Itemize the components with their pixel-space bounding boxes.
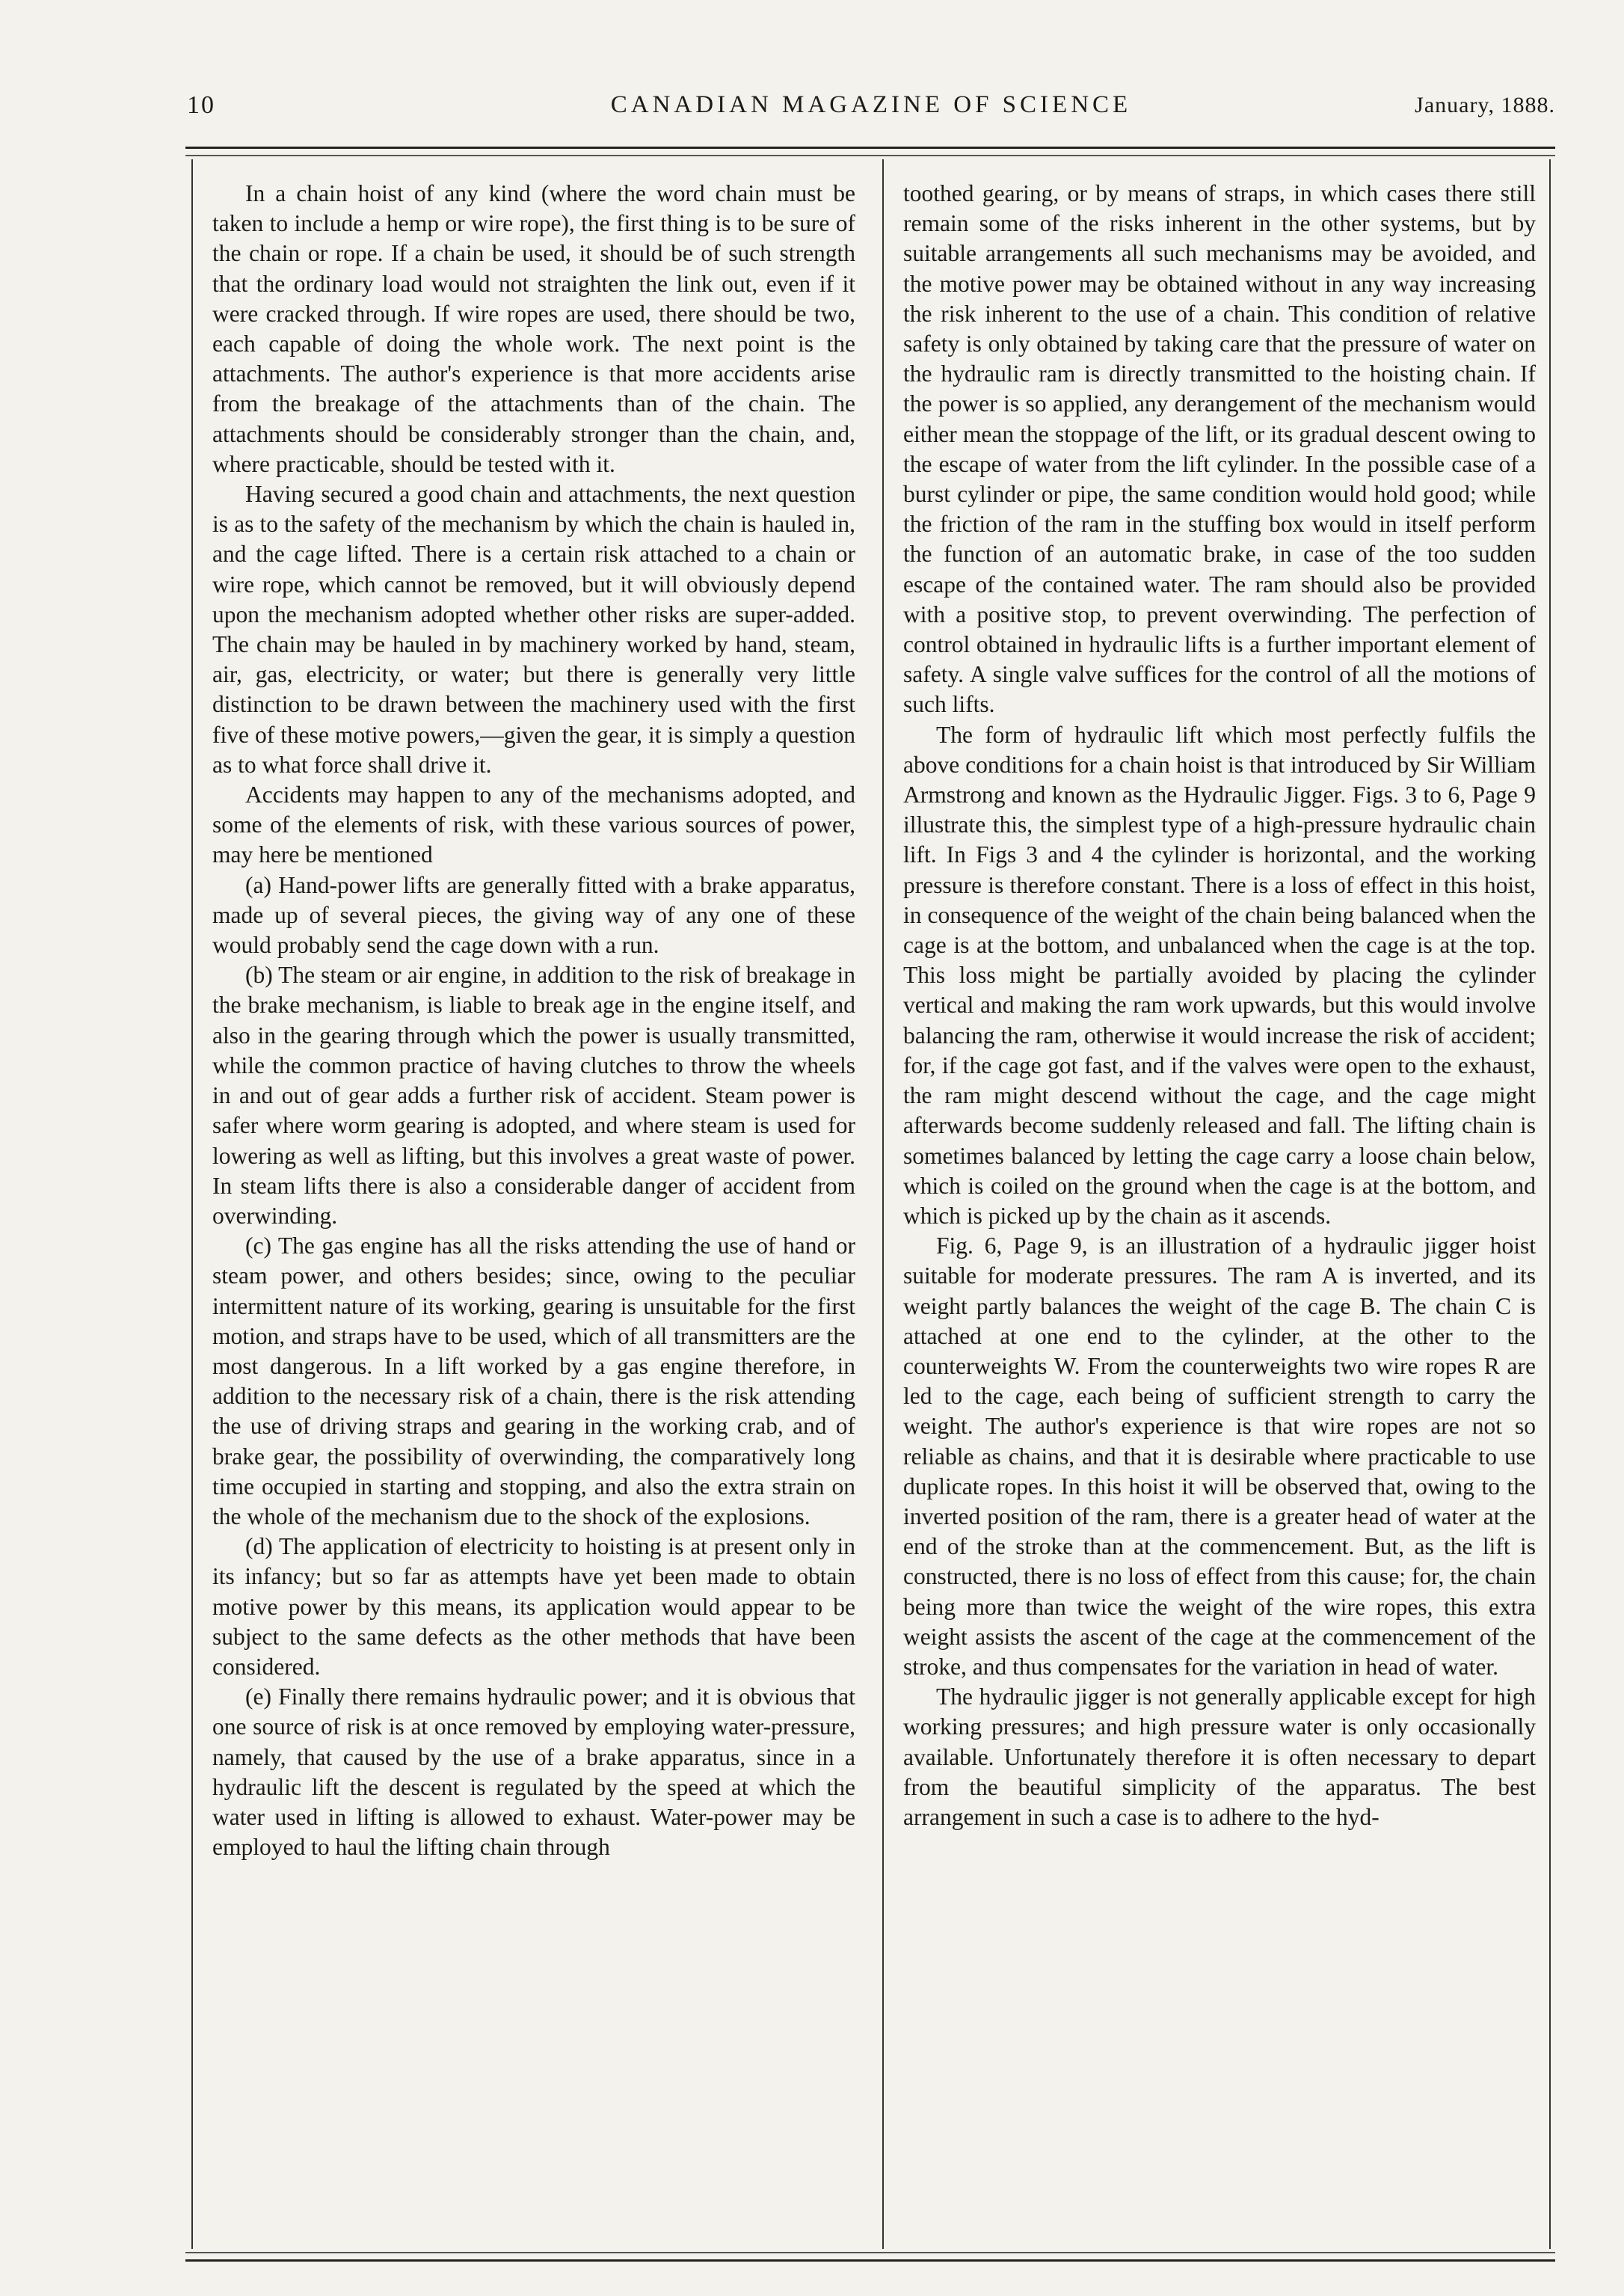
bottom-rule — [185, 2252, 1555, 2253]
paragraph: The form of hydraulic lift which most perfectly fulfils the above conditions for a chain hoist is that introduced by Sir William Armstrong and known as the Hydraulic Jigger. Figs. 3 to 6, Page 9 illustrate this, the simplest type of a high-pressure hydraulic chain lift. In Figs 3 and 4 the cylinder is horizontal, and the working pressure is therefore constant. There is a loss of effect in this hoist, in consequence of the weight of the chain being balanced when the cage is at the bottom, and unbalanced when the cage is at the top. This loss might be partially avoided by placing the cylinder vertical and making the ram work upwards, but this would involve balancing the ram, otherwise it would increase the risk of accident; for, if the cage got fast, and if the valves were open to the exhaust, the ram might descend without the cage, and the cage might afterwards become suddenly released and fall. The lifting chain is sometimes balanced by letting the cage carry a loose chain below, which is coiled on the ground when the cage is at the bottom, and which is picked up by the chain as it ascends. — [903, 721, 1536, 1229]
text-frame — [185, 147, 1555, 2262]
right-column — [903, 179, 1536, 1832]
running-header — [187, 84, 1555, 129]
paragraph: Accidents may happen to any of the mechanisms adopted, and some of the elements of risk, with these various sources of power, may here be mentioned — [212, 782, 855, 868]
right-border — [1549, 159, 1551, 2249]
paragraph: toothed gearing, or by means of straps, in which cases there still remain some of the risks inherent in the other systems, but by suitable arrangements all such mechanisms may be avoided, and the motive power may be obtained without in any way increasing the risk inherent to the use of a chain. This condition of relative safety is only obtained by taking care that the pressure of water on the hydraulic ram is directly transmitted to the hoisting chain. If the power is so applied, any derangement of the mechanism would either mean the stoppage of the lift, or its gradual descent owing to the escape of water from the lift cylinder. In the possible case of a burst cylinder or pipe, the same condition would hold good; while the friction of the ram in the stuffing box would in itself perform the function of an automatic brake, in case of the too sudden escape of the contained water. The ram should also be provided with a positive stop, to prevent overwinding. The perfection of control obtained in hydraulic lifts is a further important element of safety. A single valve suffices for the control of all the motions of such lifts. — [903, 180, 1536, 718]
paragraph: In a chain hoist of any kind (where the word chain must be taken to include a hemp or wire rope), the first thing is to be sure of the chain or rope. If a chain be used, it should be of such strength that the ordinary load would not straighten the link out, even if it were cracked through. If wire ropes are used, there should be two, each capable of doing the whole work. The next point is the attachments. The author's experience is that more accidents arise from the breakage of the attachments than of the chain. The attachments should be considerably stronger than the chain, and, where practicable, should be tested with it. — [212, 180, 855, 477]
top-rule — [185, 155, 1555, 156]
paragraph: Fig. 6, Page 9, is an illustration of a hydraulic jigger hoist suitable for moderate pressures. The ram A is inverted, and its weight partly balances the weight of the cage B. The chain C is attached at one end to the cylinder, at the other to the counterweights W. From the counterweights two wire ropes R are led to the cage, each being of sufficient strength to carry the weight. The author's experience is that wire ropes are not so reliable as chains, and that it is desirable where practicable to use duplicate ropes. In this hoist it will be observed that, owing to the inverted position of the ram, there is a greater head of water at the end of the stroke than at the commencement. But, as the lift is constructed, there is no loss of effect from this cause; for, the chain being more than twice the weight of the wire ropes, this extra weight assists the ascent of the cage at the commencement of the stroke, and thus compensates for the variation in head of water. — [903, 1233, 1536, 1680]
page-number: 10 — [187, 91, 215, 119]
paragraph: (c) The gas engine has all the risks attending the use of hand or steam power, and others besides; since, owing to the peculiar intermittent nature of its working, gearing is unsuitable for the first motion, and straps have to be used, which of all transmitters are the most dangerous. In a lift worked by a gas engine therefore, in addition to the necessary risk of a chain, there is the risk attending the use of driving straps and gearing in the working crab, and of brake gear, the possibility of overwinding, the comparatively long time occupied in starting and stopping, and also the extra strain on the whole of the mechanism due to the shock of the explosions. — [212, 1233, 855, 1529]
paragraph: The hydraulic jigger is not generally applicable except for high working pressures; and high pressure water is only occasionally available. Unfortunately therefore it is often necessary to depart from the beautiful simplicity of the apparatus. The best arrangement in such a case is to adhere to the hyd- — [903, 1683, 1536, 1830]
paragraph: (d) The application of electricity to hoisting is at present only in its infancy; but so far as attempts have yet been made to obtain motive power by this means, its application would appear to be subject to the same defects as the other methods that have been considered. — [212, 1533, 855, 1680]
column-divider — [882, 159, 884, 2249]
journal-title: CANADIAN MAGAZINE OF SCIENCE — [610, 91, 1132, 118]
paragraph: (e) Finally there remains hydraulic power; and it is obvious that one source of risk is at once removed by employing water-pressure, namely, that caused by the use of a brake apparatus, since in a hydraulic lift the descent is regulated by the speed at which the water used in lifting is allowed to exhaust. Water-power may be employed to haul the lifting chain through — [212, 1683, 855, 1861]
issue-date: January, 1888. — [1415, 93, 1555, 117]
paragraph: Having secured a good chain and attachments, the next question is as to the safety of the mechanism by which the chain is hauled in, and the cage lifted. There is a certain risk attached to a chain or wire rope, which cannot be removed, but it will obviously depend upon the mechanism adopted whether other risks are super-added. The chain may be hauled in by machinery worked by hand, steam, air, gas, electricity, or water; but there is generally very little distinction to be drawn between the machinery used with the first five of these motive powers,—given the gear, it is simply a question as to what force shall drive it. — [212, 481, 855, 778]
paragraph: (a) Hand-power lifts are generally fitted with a brake apparatus, made up of several pieces, the giving way of any one of these would probably send the cage down with a run. — [212, 871, 855, 959]
paragraph: (b) The steam or air engine, in addition to the risk of breakage in the brake mechanism, is liable to break age in the engine itself, and also in the gearing through which the power is usually transmitted, while the common practice of having clutches to throw the wheels in and out of gear adds a further risk of accident. Steam power is safer where worm gearing is adopted, and where steam is used for lowering as well as lifting, but this involves a great waste of power. In steam lifts there is also a considerable danger of accident from overwinding. — [212, 962, 855, 1229]
left-column — [212, 179, 855, 1862]
left-border — [191, 159, 193, 2249]
